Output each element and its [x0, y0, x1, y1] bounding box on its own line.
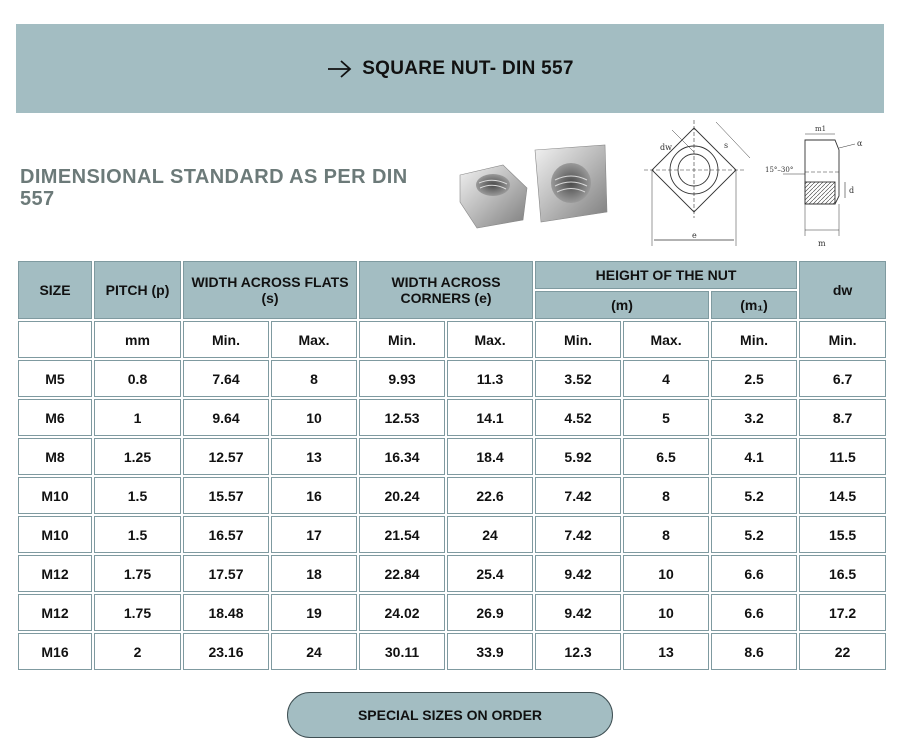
unit-cell: Max.: [623, 321, 709, 358]
front-view-drawing: [632, 118, 757, 252]
section-subtitle: DIMENSIONAL STANDARD AS PER DIN 557: [20, 166, 408, 210]
value-cell: 5: [623, 399, 709, 436]
size-cell: M8: [18, 438, 92, 475]
value-cell: 24.02: [359, 594, 445, 631]
label-m1: m1: [815, 125, 827, 133]
table-row: [18, 477, 886, 514]
value-cell: 7.42: [535, 477, 621, 514]
value-cell: 8.6: [711, 633, 797, 670]
value-cell: 18: [271, 555, 357, 592]
value-cell: 6.5: [623, 438, 709, 475]
unit-cell: mm: [94, 321, 181, 358]
value-cell: 1.5: [94, 516, 181, 553]
value-cell: 15.57: [183, 477, 269, 514]
value-cell: 8: [271, 360, 357, 397]
value-cell: 24: [447, 516, 533, 553]
value-cell: 19: [271, 594, 357, 631]
value-cell: 25.4: [447, 555, 533, 592]
value-cell: 5.2: [711, 516, 797, 553]
arrow-right-icon: [326, 59, 354, 79]
unit-cell: Min.: [359, 321, 445, 358]
special-sizes-button[interactable]: SPECIAL SIZES ON ORDER: [287, 692, 613, 738]
value-cell: 9.64: [183, 399, 269, 436]
value-cell: 2: [94, 633, 181, 670]
size-cell: M10: [18, 516, 92, 553]
size-cell: M5: [18, 360, 92, 397]
header-height: HEIGHT OF THE NUT: [535, 261, 797, 289]
size-cell: M6: [18, 399, 92, 436]
value-cell: 17.57: [183, 555, 269, 592]
value-cell: 23.16: [183, 633, 269, 670]
unit-cell: Min.: [183, 321, 269, 358]
value-cell: 10: [271, 399, 357, 436]
label-d: d: [849, 186, 855, 195]
square-nut-photo: [455, 140, 615, 232]
value-cell: 18.48: [183, 594, 269, 631]
value-cell: 13: [623, 633, 709, 670]
value-cell: 12.57: [183, 438, 269, 475]
value-cell: 16.5: [799, 555, 886, 592]
value-cell: 1.75: [94, 594, 181, 631]
value-cell: 1: [94, 399, 181, 436]
value-cell: 2.5: [711, 360, 797, 397]
value-cell: 11.3: [447, 360, 533, 397]
unit-cell: [18, 321, 92, 358]
size-cell: M12: [18, 555, 92, 592]
value-cell: 22: [799, 633, 886, 670]
header-size: SIZE: [18, 261, 92, 319]
unit-cell: Max.: [447, 321, 533, 358]
value-cell: 8: [623, 516, 709, 553]
table-row: [18, 633, 886, 670]
table-row: [18, 438, 886, 475]
value-cell: 15.5: [799, 516, 886, 553]
label-dw: dw: [660, 143, 672, 152]
table-row: [18, 594, 886, 631]
header-dw: dw: [799, 261, 886, 319]
value-cell: 1.25: [94, 438, 181, 475]
value-cell: 14.1: [447, 399, 533, 436]
label-angle: 15°–30°: [765, 166, 794, 174]
value-cell: 16.34: [359, 438, 445, 475]
value-cell: 9.42: [535, 555, 621, 592]
value-cell: 6.6: [711, 555, 797, 592]
value-cell: 17.2: [799, 594, 886, 631]
value-cell: 6.7: [799, 360, 886, 397]
table-row: [18, 399, 886, 436]
page-title: SQUARE NUT- DIN 557: [362, 57, 574, 79]
dimension-table: [16, 259, 888, 672]
value-cell: 22.6: [447, 477, 533, 514]
value-cell: 12.3: [535, 633, 621, 670]
value-cell: 30.11: [359, 633, 445, 670]
value-cell: 5.2: [711, 477, 797, 514]
side-view-drawing: [765, 120, 875, 252]
value-cell: 1.5: [94, 477, 181, 514]
value-cell: 13: [271, 438, 357, 475]
header-width-corners: WIDTH ACROSS CORNERS (e): [359, 261, 533, 319]
value-cell: 5.92: [535, 438, 621, 475]
value-cell: 9.42: [535, 594, 621, 631]
header-height-m1: (m₁): [711, 291, 797, 319]
value-cell: 0.8: [94, 360, 181, 397]
value-cell: 8: [623, 477, 709, 514]
data-rows: [18, 360, 886, 670]
label-e: e: [692, 231, 697, 240]
value-cell: 22.84: [359, 555, 445, 592]
header-width-flats: WIDTH ACROSS FLATS (s): [183, 261, 357, 319]
value-cell: 26.9: [447, 594, 533, 631]
unit-cell: Min.: [799, 321, 886, 358]
value-cell: 11.5: [799, 438, 886, 475]
value-cell: 12.53: [359, 399, 445, 436]
value-cell: 24: [271, 633, 357, 670]
value-cell: 8.7: [799, 399, 886, 436]
value-cell: 16.57: [183, 516, 269, 553]
table-row: [18, 516, 886, 553]
table-row: [18, 360, 886, 397]
value-cell: 6.6: [711, 594, 797, 631]
size-cell: M16: [18, 633, 92, 670]
value-cell: 14.5: [799, 477, 886, 514]
value-cell: 16: [271, 477, 357, 514]
size-cell: M12: [18, 594, 92, 631]
label-m: m: [818, 239, 826, 248]
value-cell: 4: [623, 360, 709, 397]
value-cell: 18.4: [447, 438, 533, 475]
value-cell: 10: [623, 594, 709, 631]
label-alpha: α: [857, 139, 863, 148]
header-height-m: (m): [535, 291, 709, 319]
size-cell: M10: [18, 477, 92, 514]
value-cell: 3.52: [535, 360, 621, 397]
label-s: s: [724, 141, 729, 150]
value-cell: 10: [623, 555, 709, 592]
value-cell: 21.54: [359, 516, 445, 553]
value-cell: 7.42: [535, 516, 621, 553]
title-banner: [16, 24, 884, 113]
unit-cell: Max.: [271, 321, 357, 358]
value-cell: 9.93: [359, 360, 445, 397]
header-pitch: PITCH (p): [94, 261, 181, 319]
banner-inner: [326, 58, 574, 80]
table-row: [18, 555, 886, 592]
unit-row: [18, 321, 886, 358]
value-cell: 33.9: [447, 633, 533, 670]
unit-cell: Min.: [711, 321, 797, 358]
value-cell: 1.75: [94, 555, 181, 592]
value-cell: 4.1: [711, 438, 797, 475]
value-cell: 7.64: [183, 360, 269, 397]
value-cell: 3.2: [711, 399, 797, 436]
value-cell: 4.52: [535, 399, 621, 436]
value-cell: 20.24: [359, 477, 445, 514]
header-row-1: [18, 261, 886, 289]
value-cell: 17: [271, 516, 357, 553]
unit-cell: Min.: [535, 321, 621, 358]
